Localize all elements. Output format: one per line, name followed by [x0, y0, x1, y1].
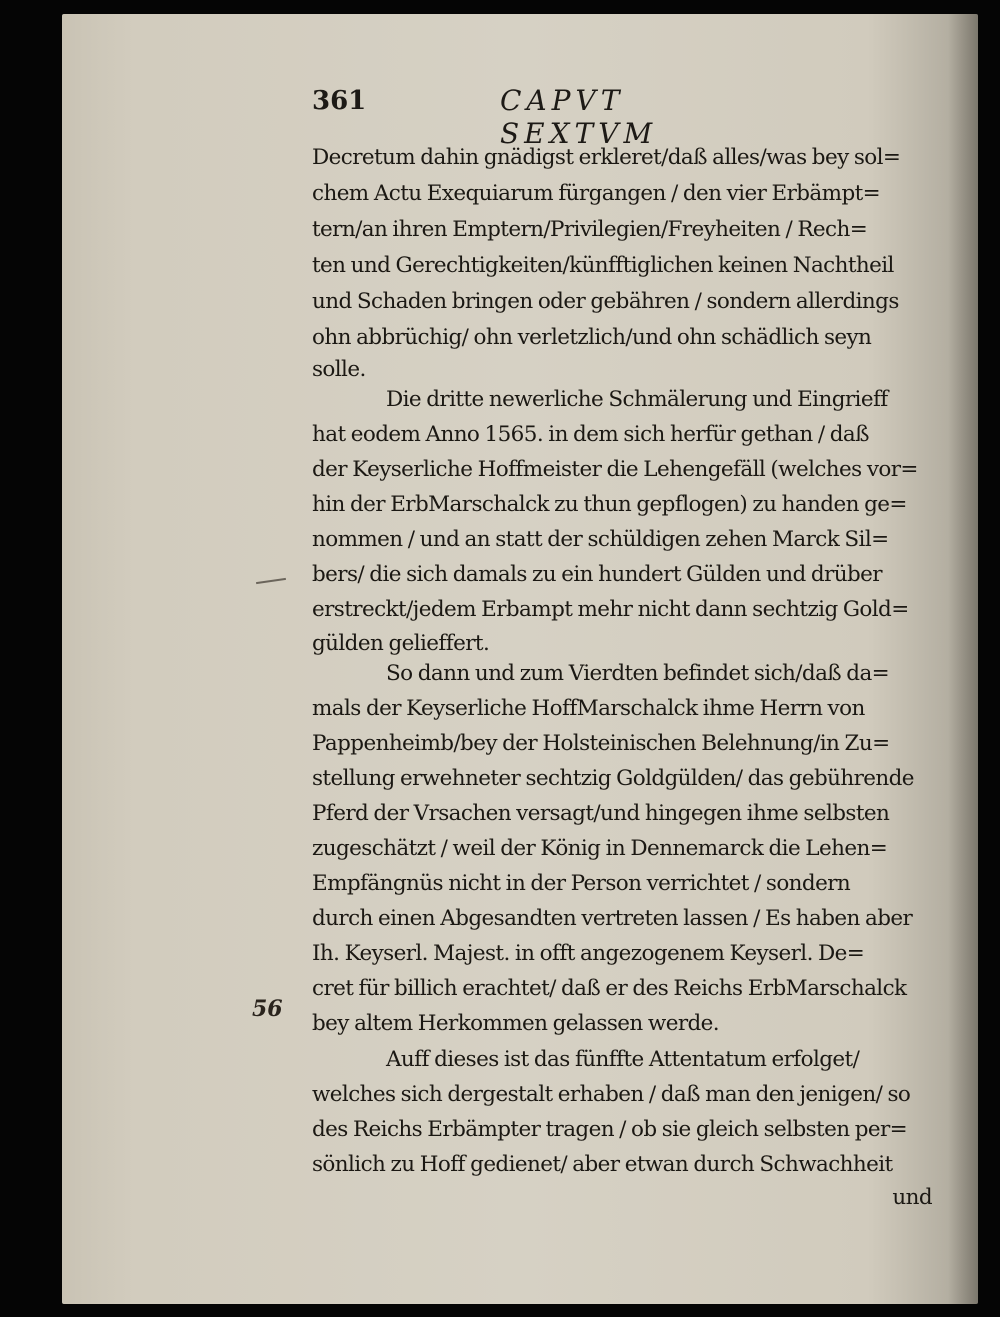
text-line: zugeschätzt / weil der König in Dennemarck die Lehen=	[312, 836, 888, 861]
text-line: Empfängnüs nicht in der Person verrichtet / sondern	[312, 871, 851, 896]
text-line: des Reichs Erbämpter tragen / ob sie gleich selbsten per=	[312, 1117, 908, 1142]
text-line: tern/an ihren Emptern/Privilegien/Freyheiten / Rech=	[312, 217, 868, 242]
running-head: CAPVT SEXTVM	[500, 84, 658, 150]
page-header	[312, 84, 772, 150]
text-line: durch einen Abgesandten vertreten lassen / Es haben aber	[312, 906, 913, 931]
text-line: mals der Keyserliche HoffMarschalck ihme Herrn von	[312, 696, 865, 721]
text-line: und Schaden bringen oder gebähren / sondern allerdings	[312, 289, 899, 314]
catchword: und	[892, 1185, 932, 1210]
text-line: stellung erwehneter sechtzig Goldgülden/ das gebührende	[312, 766, 914, 791]
text-line: Pappenheimb/bey der Holsteinischen Belehnung/in Zu=	[312, 731, 890, 756]
text-line: chem Actu Exequiarum fürgangen / den vier Erbämpt=	[312, 181, 881, 206]
text-line: ohn abbrüchig/ ohn verletzlich/und ohn schädlich seyn	[312, 325, 872, 350]
text-line: Pferd der Vrsachen versagt/und hingegen ihme selbsten	[312, 801, 890, 826]
text-line: cret für billich erachtet/ daß er des Reichs ErbMarschalck	[312, 976, 907, 1001]
text-line: bers/ die sich damals zu ein hundert Gülden und drüber	[312, 562, 882, 587]
text-line: der Keyserliche Hoffmeister die Lehengefäll (welches vor=	[312, 457, 918, 482]
margin-note: 56	[252, 996, 283, 1022]
text-line: welches sich dergestalt erhaben / daß man den jenigen/ so	[312, 1082, 911, 1107]
text-line: hin der ErbMarschalck zu thun gepflogen) zu handen ge=	[312, 492, 907, 517]
text-line: erstreckt/jedem Erbampt mehr nicht dann sechtzig Gold=	[312, 597, 909, 622]
page-number: 361	[312, 86, 367, 116]
text-line: bey altem Herkommen gelassen werde.	[312, 1011, 720, 1036]
paragraph-start-line: So dann und zum Vierdten befindet sich/daß da=	[386, 661, 890, 686]
text-line: Ih. Keyserl. Majest. in offt angezogenem Keyserl. De=	[312, 941, 865, 966]
text-line: ten und Gerechtigkeiten/künfftiglichen keinen Nachtheil	[312, 253, 894, 278]
paragraph-start-line: Auff dieses ist das fünffte Attentatum erfolget/	[386, 1047, 860, 1072]
text-line: hat eodem Anno 1565. in dem sich herfür gethan / daß	[312, 422, 869, 447]
text-line: nommen / und an statt der schüldigen zehen Marck Sil=	[312, 527, 889, 552]
text-line: solle.	[312, 357, 366, 382]
text-line: Decretum dahin gnädigst erkleret/daß alles/was bey sol=	[312, 145, 901, 170]
text-line: gülden gelieffert.	[312, 631, 490, 656]
text-line: sönlich zu Hoff gedienet/ aber etwan durch Schwachheit	[312, 1152, 893, 1177]
paragraph-start-line: Die dritte newerliche Schmälerung und Eingrieff	[386, 387, 888, 412]
